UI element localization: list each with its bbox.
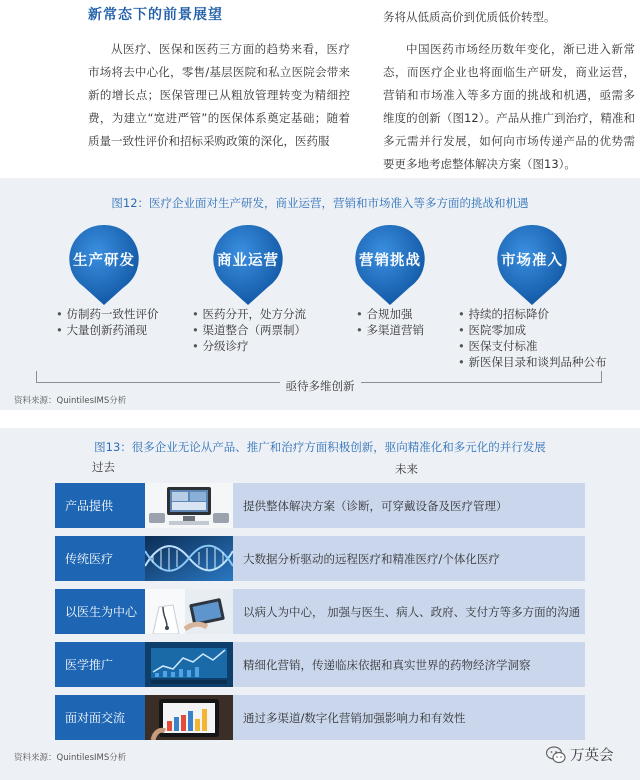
wechat-icon xyxy=(546,746,566,764)
row-label: 传统医疗 xyxy=(55,536,145,581)
list-item: • 渠道整合（两票制） xyxy=(192,322,306,338)
figure-13-panel xyxy=(0,428,640,780)
list-item: • 多渠道营销 xyxy=(356,322,424,338)
right-column-continuation: 务将从低质高价到优质低价转型。 xyxy=(383,10,556,24)
right-column-paragraph: 中国医药市场经历数年变化，渐已进入新常态，而医疗企业也将面临生产研发，商业运营，营销和市场准入等多方面的挑战和机遇，亟需多维度的创新（图12）。产品从推广到治疗，精准和多元需并行发展，如何向市场传递产品的优势需要更多地考虑整体解决方案（图13）。 xyxy=(383,42,635,171)
row-text: 精细化营销，传递临床依据和真实世界的药物经济学洞察 xyxy=(233,642,585,687)
list-item: • 大量创新药涌现 xyxy=(56,322,158,338)
figure-12-source: 资料来源：QuintilesIMS分析 xyxy=(14,396,127,406)
comparison-row xyxy=(55,483,585,528)
list-item: • 医保支付标准 xyxy=(458,338,606,354)
list-item: • 医院零加成 xyxy=(458,322,606,338)
bullet-list-business-operations xyxy=(192,306,306,354)
watermark-text: 万英会 xyxy=(570,748,614,764)
list-item: • 新医保目录和谈判品种公布 xyxy=(458,354,606,370)
row-text: 通过多渠道/数字化营销加强影响力和有效性 xyxy=(233,695,585,740)
row-text: 提供整体解决方案（诊断，可穿戴设备及医疗管理） xyxy=(233,483,585,528)
list-item: • 持续的招标降价 xyxy=(458,306,606,322)
left-column-paragraph: 从医疗、医保和医药三方面的趋势来看，医疗市场将去中心化，零售/基层医院和私立医院会带来新的增长点；医保管理已从粗放管理转变为精细控费，为建立“宽进严管”的医保体系奠定基础；随着质量一致性评价和招标采购政策的深化，医药服 xyxy=(88,42,350,148)
bracket-label xyxy=(0,378,640,394)
pin-business-operations xyxy=(212,223,284,295)
row-label: 面对面交流 xyxy=(55,695,145,740)
doctor-tablet-image xyxy=(145,589,233,634)
pin-label: 生产研发 xyxy=(73,252,135,269)
list-item: • 仿制药一致性评价 xyxy=(56,306,158,322)
pin-marketing-challenge xyxy=(354,223,426,295)
comparison-row xyxy=(55,695,585,740)
past-label: 过去 xyxy=(92,460,115,474)
dna-helix-image xyxy=(145,536,233,581)
figure-12-title: 图12：医疗企业面对生产研发，商业运营，营销和市场准入等多方面的挑战和机遇 xyxy=(111,196,529,210)
pin-label: 市场准入 xyxy=(501,252,563,269)
pin-market-access xyxy=(496,223,568,295)
row-text: 大数据分析驱动的远程医疗和精准医疗/个体化医疗 xyxy=(233,536,585,581)
comparison-row xyxy=(55,642,585,687)
list-item: • 医药分开，处方分流 xyxy=(192,306,306,322)
figure-13-title: 图13：很多企业无论从产品、推广和治疗方面积极创新，驱向精准化和多元化的并行发展 xyxy=(94,440,546,454)
comparison-row xyxy=(55,536,585,581)
pin-label: 营销挑战 xyxy=(359,252,421,269)
bracket-label-text: 亟待多维创新 xyxy=(280,379,361,393)
comparison-row xyxy=(55,589,585,634)
row-label: 产品提供 xyxy=(55,483,145,528)
figure-13-source: 资料来源：QuintilesIMS分析 xyxy=(14,753,127,763)
pin-production-rd xyxy=(68,223,140,295)
future-label: 未来 xyxy=(395,462,418,476)
row-label: 医学推广 xyxy=(55,642,145,687)
row-label: 以医生为中心 xyxy=(55,589,145,634)
list-item: • 分级诊疗 xyxy=(192,338,306,354)
pin-label: 商业运营 xyxy=(217,252,279,269)
bullet-list-production-rd xyxy=(56,306,158,338)
tablet-chart-image xyxy=(145,695,233,740)
medical-devices-image xyxy=(145,483,233,528)
data-screen-image xyxy=(145,642,233,687)
figure-12-panel xyxy=(0,178,640,410)
list-item: • 合规加强 xyxy=(356,306,424,322)
bullet-list-market-access xyxy=(458,306,606,370)
article-text-section xyxy=(0,0,640,175)
row-text: 以病人为中心， 加强与医生、病人、政府、支付方等多方面的沟通 xyxy=(233,589,585,634)
bullet-list-marketing-challenge xyxy=(356,306,424,338)
watermark xyxy=(546,744,614,765)
section-title: 新常态下的前景展望 xyxy=(88,7,223,23)
